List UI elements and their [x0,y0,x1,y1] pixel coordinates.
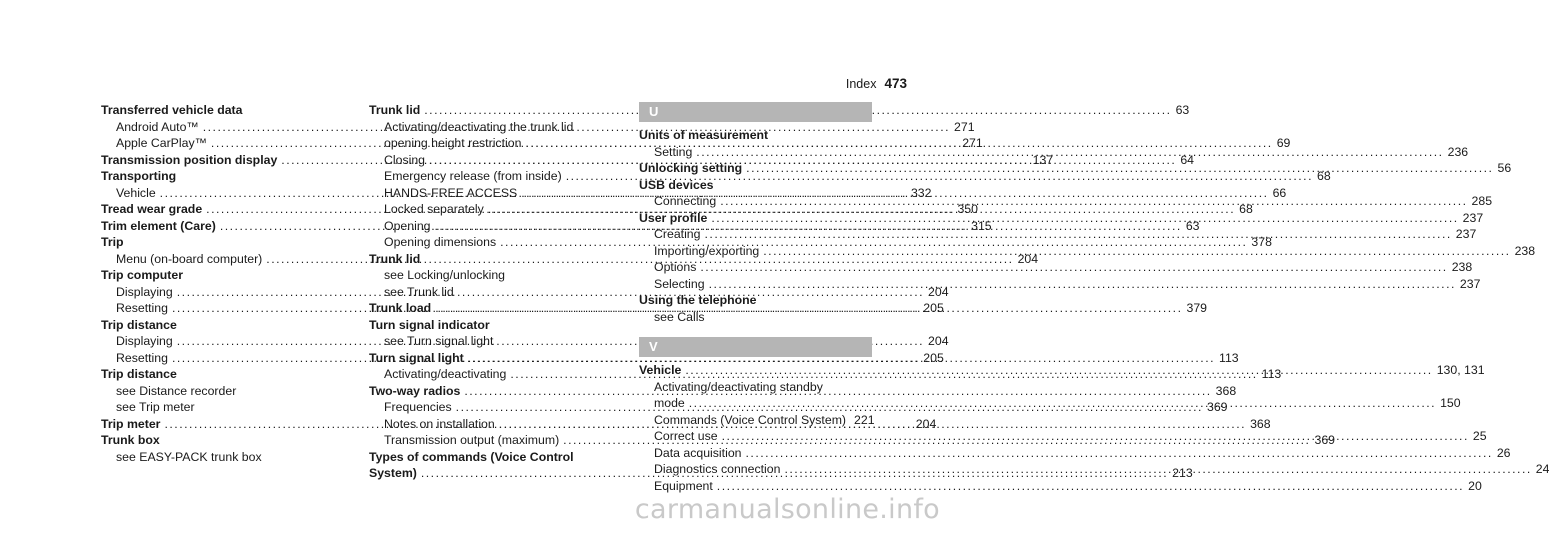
dot-leader [709,276,1456,293]
dot-leader [700,259,1447,276]
page-reference[interactable]: 237 [1459,276,1481,291]
page-reference[interactable]: 130, 131 [1436,363,1485,377]
page-reference[interactable]: 368 [1215,383,1237,398]
dot-leader [696,144,1443,161]
index-subentry [369,267,602,284]
entry-text: Creating [654,227,701,241]
page-reference[interactable]: 63 [1175,103,1190,117]
page-reference[interactable]: 238 [1451,260,1473,274]
entry-text: Equipment [654,478,713,493]
page-reference[interactable]: 56 [1497,161,1512,175]
index-entry [101,234,334,251]
page-reference[interactable]: 368 [1250,416,1271,431]
index-subentry [101,399,334,416]
section-letter-header: U [639,102,872,122]
page-reference[interactable]: 204 [928,284,949,299]
page-number: 473 [884,76,907,91]
page-reference[interactable]: 204 [928,334,949,348]
page-reference[interactable]: 379 [1186,301,1208,315]
entry-text: Activating/deactivating [384,367,507,381]
entry-text: see Distance recorder [116,383,237,398]
entry-text: Options [654,260,697,274]
entry-text: see EASY-PACK trunk box [116,449,262,464]
page-reference[interactable]: 204 [915,416,937,431]
index-subentry [639,478,1482,495]
index-entry [369,102,1190,119]
entry-text: Vehicle [116,185,156,200]
page-reference[interactable]: 285 [1471,194,1493,208]
page-reference[interactable]: 221 [854,412,875,427]
page-reference[interactable]: 238 [1514,243,1536,258]
entry-text: Turn signal light [369,350,464,365]
entry-text: Emergency release (from inside) [384,169,562,183]
page-reference[interactable]: 25 [1472,429,1487,443]
entry-text: Using the telephone [639,293,757,307]
entry-text: User profile [639,210,708,225]
index-entry [101,267,334,284]
dot-leader [722,428,1469,445]
index-subentry [369,119,602,136]
page-reference[interactable]: 236 [1447,144,1469,159]
index-label: Index [845,77,877,91]
entry-text: Connecting [654,194,717,208]
entry-text: Diagnostics connection [654,462,781,476]
entry-text: Selecting [654,276,705,291]
page-reference[interactable]: 69 [1276,136,1291,150]
entry-text: Trunk load [369,301,432,315]
page-reference[interactable]: 113 [1219,350,1239,365]
index-subentry [639,259,1473,276]
page-reference[interactable]: 237 [1462,210,1484,225]
dot-leader [720,193,1467,210]
entry-text: Turn signal indicator [369,317,490,332]
page-header [846,76,907,91]
entry-text: Trip distance [101,317,177,332]
index-entry [101,168,334,185]
page-reference[interactable]: 369 [1314,433,1336,447]
dot-leader [746,445,1493,462]
watermark: carmanualsonline.info [634,494,940,525]
entry-text: USB devices [639,177,714,192]
dot-leader [685,362,1432,379]
entry-text: Trip computer [101,268,183,282]
index-entry [369,251,602,268]
entry-text: Trip [101,235,124,249]
entry-text: see Turn signal light [384,334,494,348]
entry-text: Trunk lid [369,251,421,266]
index-subentry [639,309,872,326]
page-reference[interactable]: 113 [1261,367,1282,381]
index-entry [639,177,872,194]
index-entry [101,102,334,119]
page-reference[interactable]: 68 [1239,202,1253,216]
entry-text: Transmission position display [101,152,278,167]
entry-text: Importing/exporting [654,243,760,258]
entry-text: Units of measurement [639,128,769,142]
entry-text: System) [369,466,417,480]
page-reference[interactable]: 271 [962,136,983,150]
entry-text: mode [654,396,685,410]
page-reference[interactable]: 350 [957,202,978,216]
entry-text: Data acquisition [654,445,742,460]
entry-text: opening height restriction [384,136,522,150]
index-subentry [639,412,875,429]
page-reference[interactable]: 26 [1496,445,1511,460]
index-entry [639,127,872,144]
index-entry [369,317,602,334]
entry-text: Resetting [116,301,168,315]
dot-leader [763,243,1510,260]
dot-leader [717,478,1464,495]
entry-text: Transmission output (maximum) [384,433,560,447]
page-reference[interactable]: 137 [1032,152,1054,167]
dot-leader [746,160,1493,177]
entry-text: Apple CarPlay™ [116,136,207,150]
entry-text: Trunk box [101,433,160,447]
index-entry [639,292,872,309]
entry-text: see Locking/unlocking [384,268,505,282]
index-subentry [101,449,334,466]
entry-text: Trunk lid [369,103,421,117]
entry-text: Transferred vehicle data [101,103,243,117]
entry-text: Frequencies [384,400,452,414]
page-reference[interactable]: 213 [1172,466,1193,480]
entry-text: see Trip meter [116,400,195,414]
entry-text: Types of commands (Voice Control [369,449,574,464]
entry-text: Resetting [116,350,168,365]
page-reference[interactable]: 237 [1455,227,1477,241]
dot-leader [704,226,1451,243]
page-reference[interactable]: 24 [1535,462,1549,476]
page-reference[interactable]: 63 [1185,218,1200,233]
entry-text: Correct use [654,429,718,443]
entry-text: Trip distance [101,367,177,381]
index-subentry [639,379,872,396]
entry-text: Trip meter [101,416,161,431]
entry-text: Menu (on-board computer) [116,251,263,266]
index-subentry [101,383,334,400]
entry-text: see Calls [654,309,705,324]
entry-text: Commands (Voice Control System) [654,412,847,427]
dot-leader [711,210,1458,227]
entry-text: Displaying [116,334,173,348]
section-spacer [639,325,872,337]
page-reference[interactable]: 68 [1317,169,1331,183]
index-entry [101,432,334,449]
page-reference[interactable]: 64 [1180,152,1195,167]
page-reference[interactable]: 271 [954,119,975,134]
page-reference[interactable]: 378 [1251,235,1272,249]
entry-text: Transporting [101,169,177,183]
entry-text: Locked separately [384,202,484,216]
index-subentry [639,445,1511,462]
entry-text: Notes on installation [384,416,495,431]
page-reference[interactable]: 205 [923,301,944,315]
entry-text: Trim element (Care) [101,218,216,233]
index-entry [101,317,334,334]
section-letter-header: V [639,337,872,357]
index-subentry [369,284,602,301]
entry-text: Android Auto™ [116,119,199,134]
dot-leader [689,395,1436,412]
entry-text: Displaying [116,284,173,299]
entry-text: Two-way radios [369,383,461,398]
entry-text: Vehicle [639,363,682,377]
entry-text: Closing [384,152,426,167]
entry-text: Opening dimensions [384,235,497,249]
page-reference[interactable]: 66 [1272,185,1287,200]
index-entry [369,449,602,466]
page-reference[interactable]: 315 [971,218,992,233]
dot-leader [784,461,1531,478]
entry-text: Opening [384,218,431,233]
entry-text: Unlocking setting [639,161,743,175]
index-entry [101,366,334,383]
page-reference[interactable]: 332 [910,185,932,200]
entry-text: Activating/deactivating standby [654,379,823,394]
entry-text: see Trunk lid [384,284,454,299]
page-reference[interactable]: 150 [1440,396,1461,410]
page-reference[interactable]: 369 [1206,400,1228,414]
page-reference[interactable]: 20 [1468,478,1482,493]
entry-text: HANDS-FREE ACCESS [384,185,518,200]
page-reference[interactable]: 204 [1017,251,1039,266]
entry-text: Activating/deactivating the trunk lid [384,119,574,134]
index-subentry [369,333,602,350]
entry-text: Setting [654,144,693,159]
entry-text: Tread wear grade [101,202,203,216]
page-reference[interactable]: 205 [923,350,944,365]
